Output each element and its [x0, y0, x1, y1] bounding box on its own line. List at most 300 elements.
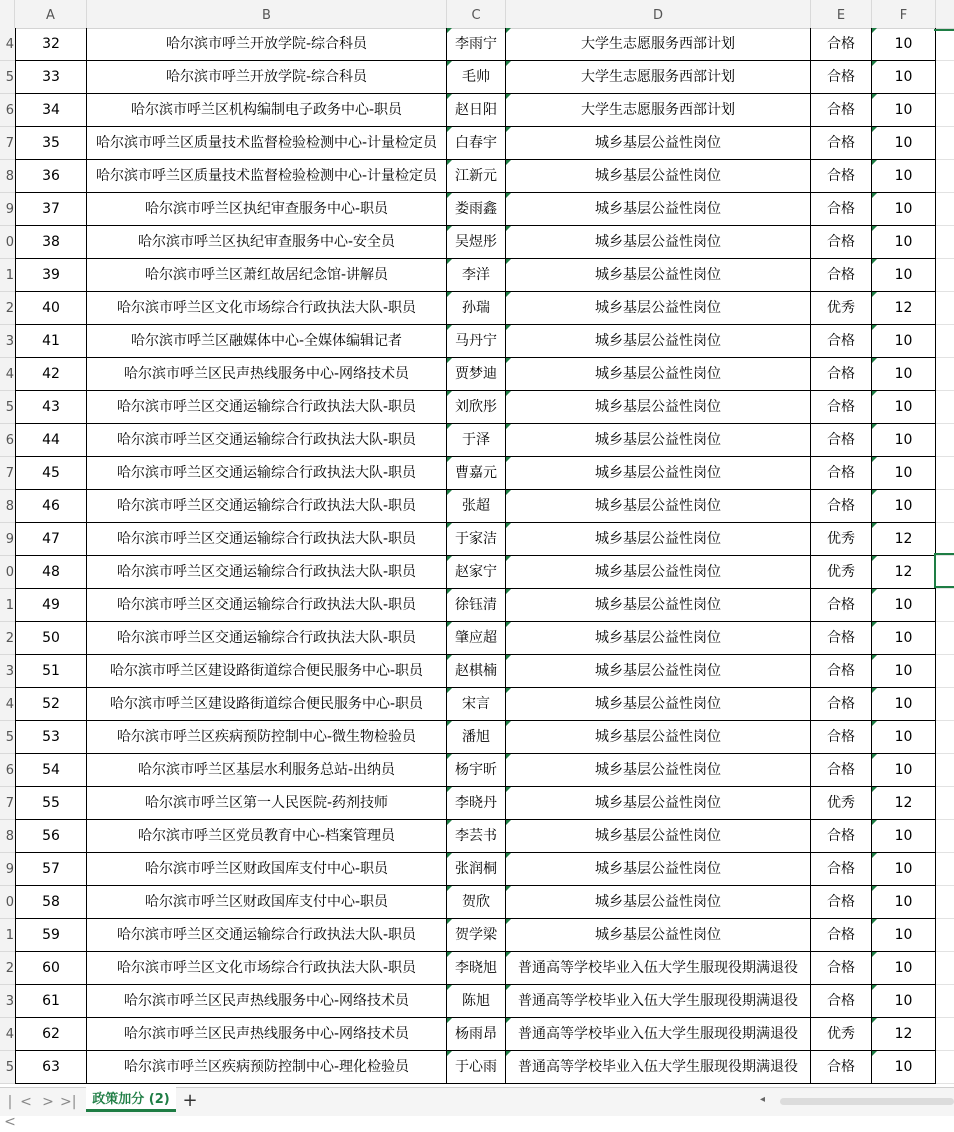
cell-b[interactable]: 哈尔滨市呼兰区民声热线服务中心-网络技术员 — [87, 1018, 447, 1051]
cell-c[interactable]: 陈旭 — [447, 985, 506, 1018]
row-header[interactable] — [0, 457, 15, 490]
cell-g[interactable] — [936, 160, 954, 193]
cell-f[interactable]: 10 — [872, 853, 936, 886]
cell-g[interactable] — [936, 853, 954, 886]
cell-c[interactable]: 肇应超 — [447, 622, 506, 655]
cell-g[interactable] — [936, 589, 954, 622]
cell-a[interactable]: 34 — [15, 94, 87, 127]
cell-a[interactable]: 45 — [15, 457, 87, 490]
cell-e[interactable]: 优秀 — [811, 787, 872, 820]
cell-c[interactable]: 贺欣 — [447, 886, 506, 919]
cell-c[interactable]: 于泽 — [447, 424, 506, 457]
cell-g[interactable] — [936, 886, 954, 919]
row-header[interactable] — [0, 28, 15, 61]
cell-g[interactable] — [936, 358, 954, 391]
cell-d[interactable]: 城乡基层公益性岗位 — [506, 259, 811, 292]
row-header[interactable] — [0, 226, 15, 259]
cell-f[interactable]: 10 — [872, 490, 936, 523]
cell-d[interactable]: 城乡基层公益性岗位 — [506, 754, 811, 787]
cell-e[interactable]: 合格 — [811, 1051, 872, 1084]
cell-c[interactable]: 杨雨昂 — [447, 1018, 506, 1051]
cell-c[interactable]: 贾梦迪 — [447, 358, 506, 391]
cell-a[interactable]: 52 — [15, 688, 87, 721]
cell-b[interactable]: 哈尔滨市呼兰区财政国库支付中心-职员 — [87, 886, 447, 919]
cell-d[interactable]: 城乡基层公益性岗位 — [506, 589, 811, 622]
table-row — [0, 1051, 954, 1084]
cell-a[interactable]: 56 — [15, 820, 87, 853]
cell-f[interactable]: 10 — [872, 589, 936, 622]
cell-f[interactable]: 12 — [872, 523, 936, 556]
cell-e[interactable]: 合格 — [811, 160, 872, 193]
last-sheet-button[interactable]: >| — [60, 1094, 77, 1110]
cell-e[interactable]: 合格 — [811, 754, 872, 787]
row-number: 3 — [5, 334, 14, 349]
cell-g[interactable] — [936, 28, 954, 61]
row-header[interactable] — [0, 292, 15, 325]
cell-e[interactable]: 合格 — [811, 589, 872, 622]
cell-b[interactable]: 哈尔滨市呼兰区财政国库支付中心-职员 — [87, 853, 447, 886]
cell-a[interactable]: 49 — [15, 589, 87, 622]
cell-g[interactable] — [936, 754, 954, 787]
cell-g[interactable] — [936, 952, 954, 985]
cell-c[interactable]: 于心雨 — [447, 1051, 506, 1084]
row-number: 3 — [5, 994, 14, 1009]
cell-g[interactable] — [936, 490, 954, 523]
cell-c[interactable]: 潘旭 — [447, 721, 506, 754]
cell-g[interactable] — [936, 226, 954, 259]
cell-a[interactable]: 61 — [15, 985, 87, 1018]
cell-f[interactable]: 10 — [872, 952, 936, 985]
row-number: 1 — [5, 928, 14, 943]
cell-a[interactable]: 37 — [15, 193, 87, 226]
cell-a[interactable]: 38 — [15, 226, 87, 259]
cell-c[interactable]: 张润桐 — [447, 853, 506, 886]
row-header[interactable] — [0, 1051, 15, 1084]
cell-d[interactable]: 城乡基层公益性岗位 — [506, 556, 811, 589]
row-number: 2 — [5, 631, 14, 646]
cell-b[interactable]: 哈尔滨市呼兰区交通运输综合行政执法大队-职员 — [87, 523, 447, 556]
cell-d[interactable]: 城乡基层公益性岗位 — [506, 226, 811, 259]
cell-f[interactable]: 10 — [872, 160, 936, 193]
row-header[interactable] — [0, 688, 15, 721]
cell-g[interactable] — [936, 688, 954, 721]
row-header[interactable] — [0, 94, 15, 127]
sheet-tab-bar — [0, 1087, 954, 1130]
cell-c[interactable]: 刘欣彤 — [447, 391, 506, 424]
cell-b[interactable]: 哈尔滨市呼兰区质量技术监督检验检测中心-计量检定员 — [87, 160, 447, 193]
row-header[interactable] — [0, 754, 15, 787]
cell-a[interactable]: 33 — [15, 61, 87, 94]
cell-e[interactable]: 合格 — [811, 853, 872, 886]
cell-d[interactable]: 城乡基层公益性岗位 — [506, 688, 811, 721]
cell-f[interactable]: 10 — [872, 259, 936, 292]
cell-g[interactable] — [936, 523, 954, 556]
cell-d[interactable]: 城乡基层公益性岗位 — [506, 820, 811, 853]
cell-f[interactable]: 10 — [872, 457, 936, 490]
row-header[interactable] — [0, 325, 15, 358]
cell-b[interactable]: 哈尔滨市呼兰区交通运输综合行政执法大队-职员 — [87, 589, 447, 622]
cell-b[interactable]: 哈尔滨市呼兰区民声热线服务中心-网络技术员 — [87, 985, 447, 1018]
cell-b[interactable]: 哈尔滨市呼兰区交通运输综合行政执法大队-职员 — [87, 391, 447, 424]
table-row — [0, 325, 954, 358]
cell-a[interactable]: 50 — [15, 622, 87, 655]
row-header[interactable] — [0, 424, 15, 457]
column-header-g[interactable] — [936, 0, 954, 28]
row-number: 8 — [5, 169, 14, 184]
cell-a[interactable]: 43 — [15, 391, 87, 424]
cell-e[interactable]: 合格 — [811, 325, 872, 358]
cell-g[interactable] — [936, 721, 954, 754]
cell-c[interactable]: 毛帅 — [447, 61, 506, 94]
cell-f[interactable]: 12 — [872, 787, 936, 820]
cell-f[interactable]: 10 — [872, 721, 936, 754]
cell-e[interactable]: 合格 — [811, 622, 872, 655]
cell-f[interactable]: 10 — [872, 886, 936, 919]
cell-d[interactable]: 城乡基层公益性岗位 — [506, 853, 811, 886]
table-row — [0, 1018, 954, 1051]
cell-c[interactable]: 宋言 — [447, 688, 506, 721]
cell-e[interactable]: 合格 — [811, 391, 872, 424]
cell-d[interactable]: 城乡基层公益性岗位 — [506, 358, 811, 391]
cell-e[interactable]: 合格 — [811, 490, 872, 523]
cell-e[interactable]: 优秀 — [811, 1018, 872, 1051]
row-header[interactable] — [0, 589, 15, 622]
cell-d[interactable]: 城乡基层公益性岗位 — [506, 787, 811, 820]
cell-d[interactable]: 普通高等学校毕业入伍大学生服现役期满退役 — [506, 1051, 811, 1084]
row-header[interactable] — [0, 952, 15, 985]
cell-a[interactable]: 35 — [15, 127, 87, 160]
cell-f[interactable]: 10 — [872, 688, 936, 721]
table-row — [0, 391, 954, 424]
cell-d[interactable]: 普通高等学校毕业入伍大学生服现役期满退役 — [506, 952, 811, 985]
cell-g[interactable] — [936, 292, 954, 325]
row-header[interactable] — [0, 655, 15, 688]
cell-e[interactable]: 合格 — [811, 61, 872, 94]
cell-b[interactable]: 哈尔滨市呼兰区建设路街道综合便民服务中心-职员 — [87, 688, 447, 721]
next-sheet-button[interactable]: > — [42, 1094, 54, 1110]
sheet-tab-active[interactable]: 政策加分 (2) — [86, 1087, 176, 1112]
cell-e[interactable]: 合格 — [811, 985, 872, 1018]
cell-a[interactable]: 53 — [15, 721, 87, 754]
table-row — [0, 457, 954, 490]
column-header-a[interactable]: A — [15, 0, 87, 28]
cell-a[interactable]: 32 — [15, 28, 87, 61]
cell-d[interactable]: 城乡基层公益性岗位 — [506, 127, 811, 160]
cell-d[interactable]: 城乡基层公益性岗位 — [506, 721, 811, 754]
row-header[interactable] — [0, 721, 15, 754]
cell-e[interactable]: 优秀 — [811, 292, 872, 325]
cell-c[interactable]: 娄雨鑫 — [447, 193, 506, 226]
cell-d[interactable]: 城乡基层公益性岗位 — [506, 292, 811, 325]
cell-c[interactable]: 杨宇昕 — [447, 754, 506, 787]
scroll-left-icon[interactable]: ◂ — [760, 1094, 766, 1105]
cell-g[interactable] — [936, 985, 954, 1018]
cell-d[interactable]: 普通高等学校毕业入伍大学生服现役期满退役 — [506, 985, 811, 1018]
cell-e[interactable]: 合格 — [811, 358, 872, 391]
cell-g[interactable] — [936, 61, 954, 94]
row-header[interactable] — [0, 622, 15, 655]
column-header-b[interactable]: B — [87, 0, 447, 28]
table-row — [0, 160, 954, 193]
cell-a[interactable]: 51 — [15, 655, 87, 688]
row-header[interactable] — [0, 853, 15, 886]
cell-e[interactable]: 合格 — [811, 259, 872, 292]
cell-c[interactable]: 于家洁 — [447, 523, 506, 556]
cell-c[interactable]: 李芸书 — [447, 820, 506, 853]
cell-c[interactable]: 贺学梁 — [447, 919, 506, 952]
row-header[interactable] — [0, 787, 15, 820]
row-number: 8 — [5, 829, 14, 844]
cell-d[interactable]: 城乡基层公益性岗位 — [506, 655, 811, 688]
cell-b[interactable]: 哈尔滨市呼兰区党员教育中心-档案管理员 — [87, 820, 447, 853]
cell-f[interactable]: 10 — [872, 919, 936, 952]
cell-c[interactable]: 张超 — [447, 490, 506, 523]
row-header[interactable] — [0, 490, 15, 523]
cell-b[interactable]: 哈尔滨市呼兰区交通运输综合行政执法大队-职员 — [87, 556, 447, 589]
cell-g[interactable] — [936, 424, 954, 457]
cell-a[interactable]: 47 — [15, 523, 87, 556]
row-header[interactable] — [0, 820, 15, 853]
cell-a[interactable]: 41 — [15, 325, 87, 358]
cell-b[interactable]: 哈尔滨市呼兰区执纪审查服务中心-安全员 — [87, 226, 447, 259]
cell-a[interactable]: 48 — [15, 556, 87, 589]
cell-a[interactable]: 39 — [15, 259, 87, 292]
cell-a[interactable]: 42 — [15, 358, 87, 391]
cell-a[interactable]: 54 — [15, 754, 87, 787]
cell-f[interactable]: 10 — [872, 391, 936, 424]
cell-g[interactable] — [936, 94, 954, 127]
cell-a[interactable]: 36 — [15, 160, 87, 193]
table-row — [0, 754, 954, 787]
row-header[interactable] — [0, 61, 15, 94]
horizontal-scrollbar[interactable] — [780, 1098, 954, 1105]
row-number: 7 — [5, 136, 14, 151]
cell-e[interactable]: 优秀 — [811, 523, 872, 556]
cell-b[interactable]: 哈尔滨市呼兰区建设路街道综合便民服务中心-职员 — [87, 655, 447, 688]
cell-c[interactable]: 赵日阳 — [447, 94, 506, 127]
cell-a[interactable]: 59 — [15, 919, 87, 952]
cell-d[interactable]: 城乡基层公益性岗位 — [506, 919, 811, 952]
row-header[interactable] — [0, 160, 15, 193]
cell-f[interactable]: 12 — [872, 292, 936, 325]
row-number: 6 — [5, 763, 14, 778]
cell-c[interactable]: 徐钰清 — [447, 589, 506, 622]
cell-d[interactable]: 城乡基层公益性岗位 — [506, 523, 811, 556]
cell-a[interactable]: 44 — [15, 424, 87, 457]
cell-f[interactable]: 10 — [872, 424, 936, 457]
cell-a[interactable]: 58 — [15, 886, 87, 919]
cell-b[interactable]: 哈尔滨市呼兰区交通运输综合行政执法大队-职员 — [87, 622, 447, 655]
row-number: 4 — [5, 37, 14, 52]
row-header[interactable] — [0, 391, 15, 424]
cell-b[interactable]: 哈尔滨市呼兰区萧红故居纪念馆-讲解员 — [87, 259, 447, 292]
row-header[interactable] — [0, 556, 15, 589]
table-row — [0, 28, 954, 61]
column-header-c[interactable]: C — [447, 0, 506, 28]
add-sheet-button[interactable]: + — [182, 1090, 198, 1111]
cell-e[interactable]: 合格 — [811, 919, 872, 952]
cell-f[interactable]: 10 — [872, 820, 936, 853]
row-number: 1 — [5, 268, 14, 283]
cell-f[interactable]: 10 — [872, 61, 936, 94]
cell-f[interactable]: 10 — [872, 226, 936, 259]
cell-d[interactable]: 城乡基层公益性岗位 — [506, 622, 811, 655]
row-header[interactable] — [0, 886, 15, 919]
cell-e[interactable]: 合格 — [811, 820, 872, 853]
cell-e[interactable]: 合格 — [811, 424, 872, 457]
cell-e[interactable]: 合格 — [811, 226, 872, 259]
cell-b[interactable]: 哈尔滨市呼兰区交通运输综合行政执法大队-职员 — [87, 457, 447, 490]
cell-b[interactable]: 哈尔滨市呼兰区交通运输综合行政执法大队-职员 — [87, 919, 447, 952]
cell-e[interactable]: 合格 — [811, 457, 872, 490]
cell-f[interactable]: 10 — [872, 28, 936, 61]
cell-b[interactable]: 哈尔滨市呼兰区第一人民医院-药剂技师 — [87, 787, 447, 820]
selected-cell-indicator — [934, 553, 954, 588]
cell-g[interactable] — [936, 259, 954, 292]
cell-b[interactable]: 哈尔滨市呼兰区疾病预防控制中心-理化检验员 — [87, 1051, 447, 1084]
cell-e[interactable]: 合格 — [811, 127, 872, 160]
cell-c[interactable]: 赵家宁 — [447, 556, 506, 589]
cell-b[interactable]: 哈尔滨市呼兰区文化市场综合行政执法大队-职员 — [87, 292, 447, 325]
cell-a[interactable]: 63 — [15, 1051, 87, 1084]
first-sheet-button[interactable]: |< — [4, 1094, 16, 1130]
cell-b[interactable]: 哈尔滨市呼兰区机构编制电子政务中心-职员 — [87, 94, 447, 127]
row-header[interactable] — [0, 193, 15, 226]
cell-e[interactable]: 合格 — [811, 952, 872, 985]
cell-f[interactable]: 10 — [872, 94, 936, 127]
cell-a[interactable]: 57 — [15, 853, 87, 886]
cell-g[interactable] — [936, 655, 954, 688]
cell-b[interactable]: 哈尔滨市呼兰区民声热线服务中心-网络技术员 — [87, 358, 447, 391]
cell-d[interactable]: 城乡基层公益性岗位 — [506, 886, 811, 919]
cell-d[interactable]: 城乡基层公益性岗位 — [506, 490, 811, 523]
cell-d[interactable]: 城乡基层公益性岗位 — [506, 193, 811, 226]
row-number: 2 — [5, 301, 14, 316]
column-header-d[interactable]: D — [506, 0, 811, 28]
cell-f[interactable]: 10 — [872, 325, 936, 358]
column-header-f[interactable]: F — [872, 0, 936, 28]
cell-d[interactable]: 大学生志愿服务西部计划 — [506, 94, 811, 127]
cell-g[interactable] — [936, 919, 954, 952]
cell-c[interactable]: 李洋 — [447, 259, 506, 292]
cell-d[interactable]: 大学生志愿服务西部计划 — [506, 61, 811, 94]
row-header[interactable] — [0, 985, 15, 1018]
cell-a[interactable]: 40 — [15, 292, 87, 325]
cell-e[interactable]: 合格 — [811, 886, 872, 919]
cell-c[interactable]: 吴煜彤 — [447, 226, 506, 259]
cell-g[interactable] — [936, 787, 954, 820]
cell-a[interactable]: 60 — [15, 952, 87, 985]
row-header[interactable] — [0, 127, 15, 160]
row-header[interactable] — [0, 259, 15, 292]
cell-f[interactable]: 10 — [872, 1051, 936, 1084]
cell-b[interactable]: 哈尔滨市呼兰区执纪审查服务中心-职员 — [87, 193, 447, 226]
cell-g[interactable] — [936, 820, 954, 853]
cell-b[interactable]: 哈尔滨市呼兰开放学院-综合科员 — [87, 28, 447, 61]
cell-d[interactable]: 城乡基层公益性岗位 — [506, 160, 811, 193]
cell-d[interactable]: 大学生志愿服务西部计划 — [506, 28, 811, 61]
cell-c[interactable]: 马丹宁 — [447, 325, 506, 358]
cell-g[interactable] — [936, 193, 954, 226]
cell-g[interactable] — [936, 622, 954, 655]
cell-g[interactable] — [936, 325, 954, 358]
cell-d[interactable]: 城乡基层公益性岗位 — [506, 325, 811, 358]
row-header[interactable] — [0, 358, 15, 391]
cell-g[interactable] — [936, 1018, 954, 1051]
table-row — [0, 919, 954, 952]
cell-c[interactable]: 白春宇 — [447, 127, 506, 160]
cell-e[interactable]: 合格 — [811, 193, 872, 226]
cell-g[interactable] — [936, 127, 954, 160]
cell-e[interactable]: 优秀 — [811, 556, 872, 589]
row-number: 4 — [5, 367, 14, 382]
cell-g[interactable] — [936, 391, 954, 424]
row-header[interactable] — [0, 1018, 15, 1051]
cell-d[interactable]: 城乡基层公益性岗位 — [506, 457, 811, 490]
cell-f[interactable]: 10 — [872, 193, 936, 226]
cell-b[interactable]: 哈尔滨市呼兰区交通运输综合行政执法大队-职员 — [87, 424, 447, 457]
row-number: 5 — [5, 1060, 14, 1075]
table-row — [0, 424, 954, 457]
cell-e[interactable]: 合格 — [811, 688, 872, 721]
cell-c[interactable]: 曹嘉元 — [447, 457, 506, 490]
cell-c[interactable]: 孙瑞 — [447, 292, 506, 325]
cell-e[interactable]: 合格 — [811, 655, 872, 688]
cell-c[interactable]: 赵棋楠 — [447, 655, 506, 688]
cell-a[interactable]: 55 — [15, 787, 87, 820]
prev-sheet-button[interactable]: < — [20, 1094, 32, 1110]
cell-e[interactable]: 合格 — [811, 721, 872, 754]
cell-f[interactable]: 10 — [872, 655, 936, 688]
row-number: 9 — [5, 532, 14, 547]
cell-b[interactable]: 哈尔滨市呼兰区疾病预防控制中心-微生物检验员 — [87, 721, 447, 754]
table-row — [0, 853, 954, 886]
cell-f[interactable]: 10 — [872, 358, 936, 391]
cell-b[interactable]: 哈尔滨市呼兰区文化市场综合行政执法大队-职员 — [87, 952, 447, 985]
cell-c[interactable]: 江新元 — [447, 160, 506, 193]
column-header-e[interactable]: E — [811, 0, 872, 28]
cell-b[interactable]: 哈尔滨市呼兰区基层水利服务总站-出纳员 — [87, 754, 447, 787]
cell-c[interactable]: 李晓旭 — [447, 952, 506, 985]
cell-b[interactable]: 哈尔滨市呼兰区交通运输综合行政执法大队-职员 — [87, 490, 447, 523]
cell-d[interactable]: 普通高等学校毕业入伍大学生服现役期满退役 — [506, 1018, 811, 1051]
cell-d[interactable]: 城乡基层公益性岗位 — [506, 391, 811, 424]
cell-b[interactable]: 哈尔滨市呼兰区质量技术监督检验检测中心-计量检定员 — [87, 127, 447, 160]
cell-g[interactable] — [936, 457, 954, 490]
cell-a[interactable]: 62 — [15, 1018, 87, 1051]
cell-f[interactable]: 12 — [872, 556, 936, 589]
cell-b[interactable]: 哈尔滨市呼兰开放学院-综合科员 — [87, 61, 447, 94]
cell-e[interactable]: 合格 — [811, 94, 872, 127]
cell-e[interactable]: 合格 — [811, 28, 872, 61]
cell-f[interactable]: 10 — [872, 754, 936, 787]
cell-b[interactable]: 哈尔滨市呼兰区融媒体中心-全媒体编辑记者 — [87, 325, 447, 358]
cell-f[interactable]: 10 — [872, 622, 936, 655]
cell-f[interactable]: 10 — [872, 127, 936, 160]
cell-a[interactable]: 46 — [15, 490, 87, 523]
cell-f[interactable]: 12 — [872, 1018, 936, 1051]
row-number: 7 — [5, 466, 14, 481]
row-header[interactable] — [0, 523, 15, 556]
table-row — [0, 688, 954, 721]
row-header[interactable] — [0, 919, 15, 952]
cell-g[interactable] — [936, 1051, 954, 1084]
cell-c[interactable]: 李晓丹 — [447, 787, 506, 820]
cell-c[interactable]: 李雨宁 — [447, 28, 506, 61]
cell-d[interactable]: 城乡基层公益性岗位 — [506, 424, 811, 457]
cell-f[interactable]: 10 — [872, 985, 936, 1018]
select-all-corner[interactable] — [0, 0, 15, 28]
